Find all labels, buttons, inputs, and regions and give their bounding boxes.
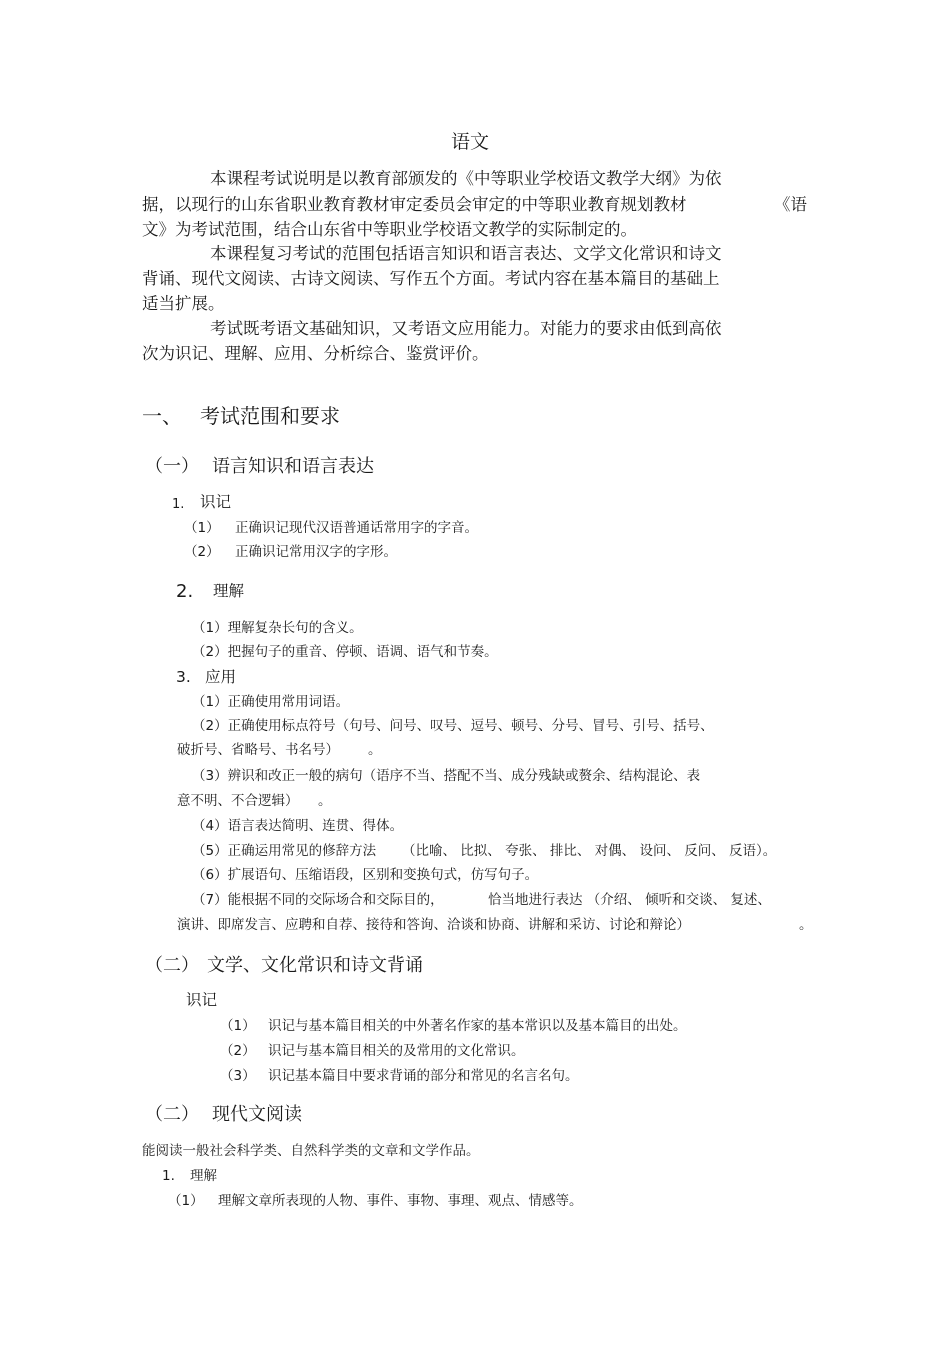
g2-title: 理解 bbox=[213, 582, 245, 600]
g1-title: 识记 bbox=[200, 493, 232, 511]
section1-number: 一、 bbox=[142, 404, 182, 428]
intro-line-7: 考试既考语文基础知识，又考语文应用能力。对能力的要求由低到高依 bbox=[210, 319, 722, 338]
g3-line-e-tail: （比喻、 比拟、 夸张、 排比、 对偶、 设问、 反问、 反语）。 bbox=[402, 843, 777, 859]
g3-line-c2-end: 。 bbox=[318, 793, 332, 809]
g1-item-2-text: 正确识记常用汉字的字形。 bbox=[235, 544, 397, 560]
part2-item-1-text: 识记与基本篇目相关的中外著名作家的基本常识以及基本篇目的出处。 bbox=[268, 1018, 687, 1034]
doc-title: 语文 bbox=[451, 131, 490, 153]
part2-item-2-number: （2） bbox=[220, 1043, 256, 1059]
part3-sub-number: 1. bbox=[162, 1168, 175, 1184]
g3-line-g: （7）能根据不同的交际场合和交际目的， bbox=[192, 892, 444, 908]
part3-intro: 能阅读一般社会科学类、自然科学类的文章和文学作品。 bbox=[142, 1143, 480, 1159]
part2-item-3-number: （3） bbox=[220, 1068, 256, 1084]
g2-item-2: （2）把握句子的重音、停顿、语调、语气和节奏。 bbox=[192, 644, 498, 660]
intro-line-8: 次为识记、理解、应用、分析综合、鉴赏评价。 bbox=[142, 344, 489, 363]
part2-item-1-number: （1） bbox=[220, 1018, 256, 1034]
g3-line-b2-end: 。 bbox=[368, 742, 382, 758]
g1-item-1-text: 正确识记现代汉语普通话常用字的字音。 bbox=[235, 520, 478, 536]
part3-title: 现代文阅读 bbox=[212, 1104, 302, 1125]
part2-item-3-text: 识记基本篇目中要求背诵的部分和常见的名言名句。 bbox=[268, 1068, 579, 1084]
g3-line-f: （6）扩展语句、压缩语段，区别和变换句式，仿写句子。 bbox=[192, 867, 539, 883]
part3-sub-title: 理解 bbox=[190, 1168, 217, 1184]
part3-number: （二） bbox=[145, 1104, 199, 1125]
g1-number: 1. bbox=[172, 497, 185, 512]
g3-line-a: （1）正确使用常用词语。 bbox=[192, 694, 350, 710]
g3-line-g2-end: 。 bbox=[799, 917, 813, 933]
part3-item-1-text: 理解文章所表现的人物、事件、事物、事理、观点、情感等。 bbox=[218, 1193, 583, 1209]
part1-number: （一） bbox=[145, 456, 199, 477]
g3-line-g2: 演讲、即席发言、应聘和自荐、接待和答询、洽谈和协商、讲解和采访、讨论和辩论） bbox=[177, 917, 690, 933]
section1-title: 考试范围和要求 bbox=[200, 404, 340, 428]
g3-line-g-tail: 恰当地进行表达 （介绍、 倾听和交谈、 复述、 bbox=[488, 892, 771, 908]
g3-line-c2: 意不明、不合逻辑） bbox=[177, 793, 299, 809]
intro-line-1: 本课程考试说明是以教育部颁发的《中等职业学校语文教学大纲》为依 bbox=[210, 169, 722, 188]
part1-title: 语言知识和语言表达 bbox=[212, 456, 374, 477]
g3-line-b2: 破折号、省略号、书名号） bbox=[177, 742, 339, 758]
g3-line-e: （5）正确运用常见的修辞方法 bbox=[192, 843, 377, 859]
intro-line-2: 据，以现行的山东省职业教育教材审定委员会审定的中等职业教育规划教材 bbox=[142, 195, 687, 214]
g3-number: 3. bbox=[176, 668, 191, 686]
g3-line-c: （3）辨识和改正一般的病句（语序不当、搭配不当、成分残缺或赘余、结构混论、表 bbox=[192, 768, 701, 784]
part2-item-2-text: 识记与基本篇目相关的及常用的文化常识。 bbox=[268, 1043, 525, 1059]
g3-title: 应用 bbox=[205, 668, 237, 686]
intro-line-3: 文》为考试范围，结合山东省中等职业学校语文教学的实际制定的。 bbox=[142, 220, 637, 239]
part3-item-1-number: （1） bbox=[168, 1193, 204, 1209]
intro-line-2-end: 《语 bbox=[774, 195, 807, 214]
part2-subtitle: 识记 bbox=[186, 991, 218, 1009]
g3-line-b: （2）正确使用标点符号（句号、问号、叹号、逗号、顿号、分号、冒号、引号、括号、 bbox=[192, 718, 714, 734]
intro-line-6: 适当扩展。 bbox=[142, 294, 225, 313]
g2-item-1: （1）理解复杂长句的含义。 bbox=[192, 620, 363, 636]
g2-number: 2. bbox=[176, 581, 194, 602]
g1-item-2-number: （2） bbox=[184, 544, 220, 560]
intro-line-5: 背诵、现代文阅读、古诗文阅读、写作五个方面。考试内容在基本篇目的基础上 bbox=[142, 269, 720, 288]
intro-line-4: 本课程复习考试的范围包括语言知识和语言表达、文学文化常识和诗文 bbox=[210, 244, 722, 263]
g3-line-d: （4）语言表达简明、连贯、得体。 bbox=[192, 818, 404, 834]
part2-title: 文学、文化常识和诗文背诵 bbox=[207, 955, 423, 976]
g1-item-1-number: （1） bbox=[184, 520, 220, 536]
part2-number: （二） bbox=[145, 955, 199, 976]
